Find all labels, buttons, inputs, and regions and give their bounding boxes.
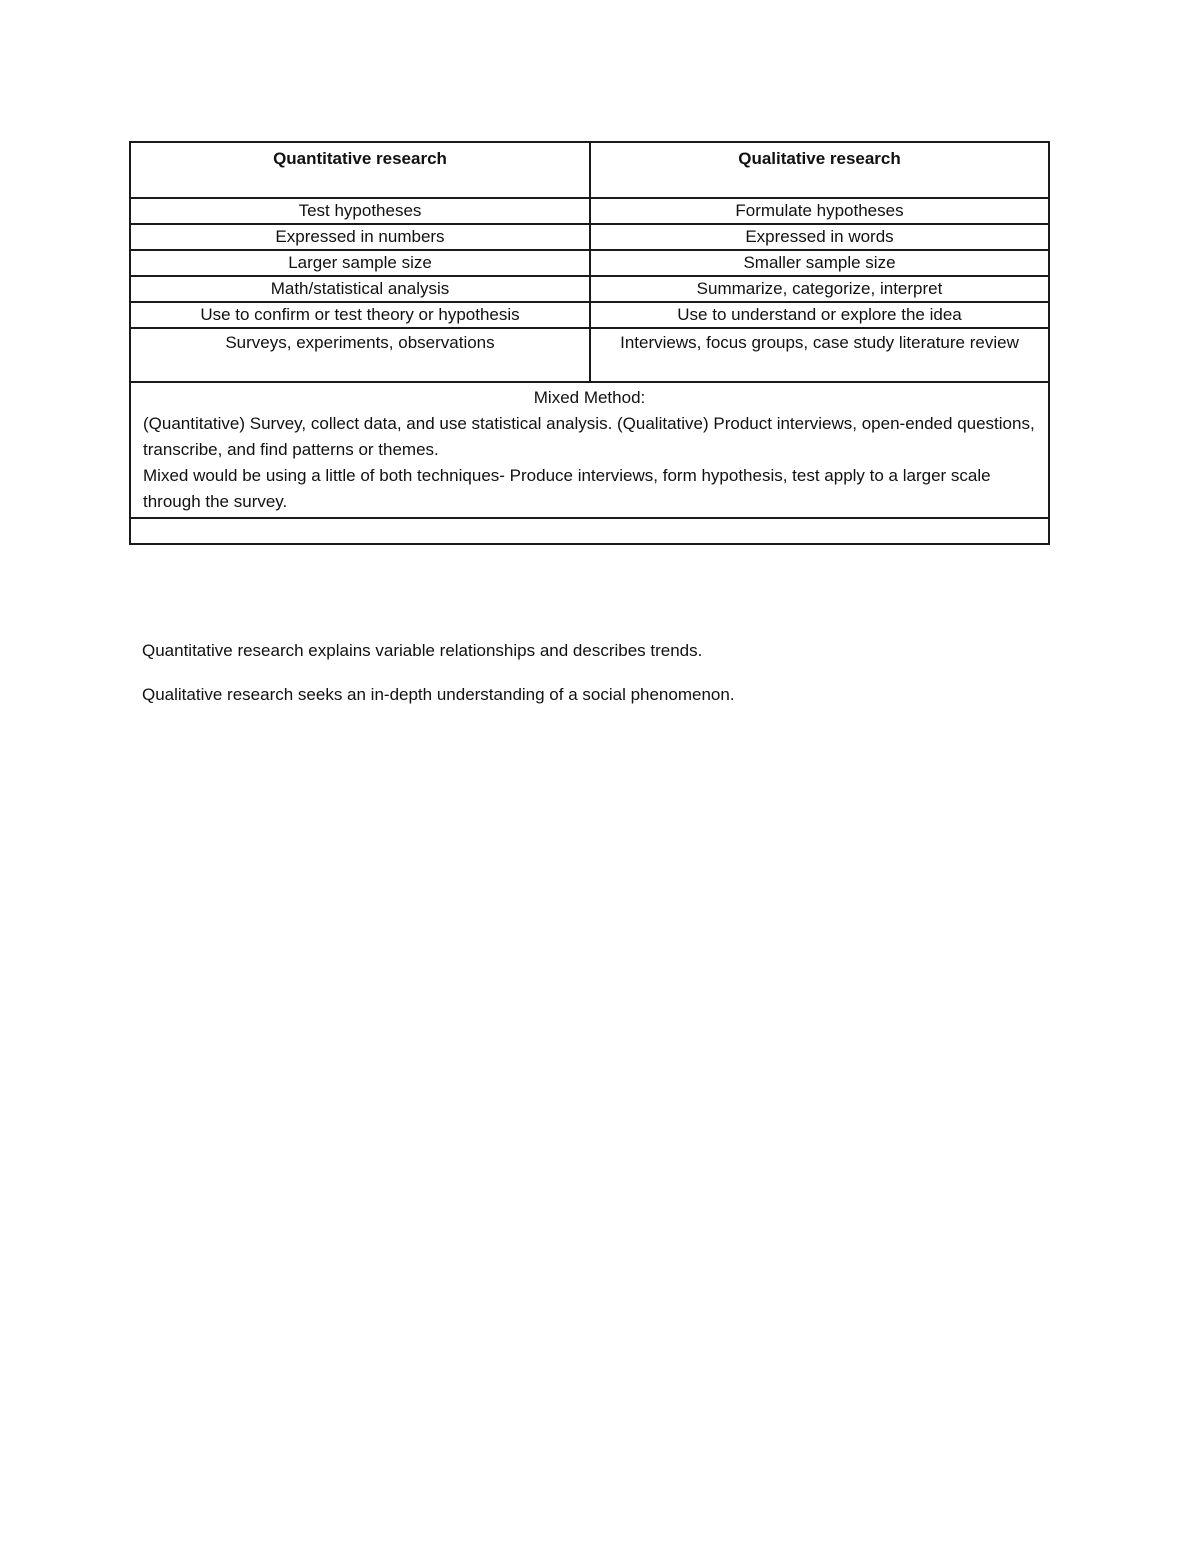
cell-quantitative: Math/statistical analysis: [130, 276, 590, 302]
empty-row: [130, 518, 1049, 544]
quantitative-summary: Quantitative research explains variable relationships and describes trends.: [142, 641, 703, 660]
cell-quantitative: Surveys, experiments, observations: [130, 328, 590, 382]
cell-quantitative: Larger sample size: [130, 250, 590, 276]
cell-quantitative: Use to confirm or test theory or hypothesis: [130, 302, 590, 328]
header-quantitative: Quantitative research: [130, 142, 590, 198]
mixed-method-cell: [130, 382, 1049, 518]
cell-qualitative: Use to understand or explore the idea: [590, 302, 1049, 328]
header-qualitative: Qualitative research: [590, 142, 1049, 198]
cell-quantitative: Test hypotheses: [130, 198, 590, 224]
table-row: [130, 198, 1049, 224]
cell-qualitative: Interviews, focus groups, case study literature review: [590, 328, 1049, 382]
cell-qualitative: Summarize, categorize, interpret: [590, 276, 1049, 302]
table-row: [130, 328, 1049, 382]
cell-qualitative: Smaller sample size: [590, 250, 1049, 276]
mixed-method-row: [130, 382, 1049, 518]
table-row: [130, 250, 1049, 276]
cell-qualitative: Formulate hypotheses: [590, 198, 1049, 224]
table-row: [130, 224, 1049, 250]
mixed-method-description: (Quantitative) Survey, collect data, and use statistical analysis. (Qualitative) Product interviews, open-ended questions, transcribe, and find patterns or themes.: [143, 414, 1035, 459]
table-row: [130, 276, 1049, 302]
mixed-method-explanation: Mixed would be using a little of both techniques- Produce interviews, form hypothesis, test apply to a larger scale through the survey.: [143, 466, 991, 511]
cell-qualitative: Expressed in words: [590, 224, 1049, 250]
mixed-method-title: Mixed Method:: [533, 388, 646, 407]
table-header-row: [130, 142, 1049, 198]
cell-quantitative: Expressed in numbers: [130, 224, 590, 250]
comparison-table: [129, 141, 1050, 545]
empty-cell: [130, 518, 1049, 544]
qualitative-summary: Qualitative research seeks an in-depth understanding of a social phenomenon.: [142, 685, 735, 704]
table-row: [130, 302, 1049, 328]
